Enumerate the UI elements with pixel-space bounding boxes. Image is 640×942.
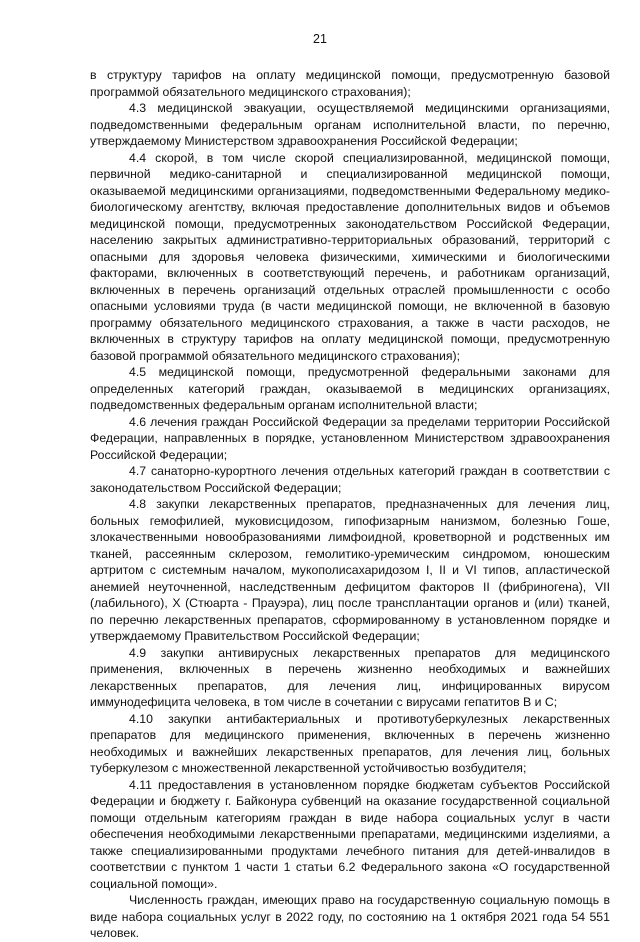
page-number: 21 <box>313 32 327 46</box>
paragraph-4-4: 4.4 скорой, в том числе скорой специализированной, медицинской помощи, первичной медико-санитарной и специализированной медицинской помощи, оказываемой медицинскими организациями, подведомственными Федеральному медико-биологическому агентству, включая предоставление дополнительных видов и объемов медицинской помощи, предусмотренных законодательством Российской Федерации, населению закрытых административно-территориальных образований, территорий с опасными для здоровья человека физическими, химическими и биологическими факторами, включенных в соответствующий перечень, и работникам организаций, включенных в перечень организаций отдельных отраслей промышленности с особо опасными условиями труда (в части медицинской помощи, не включенной в базовую программу обязательного медицинского страхования, а также в части расходов, не включенных в структуру тарифов на оплату медицинской помощи, предусмотренную базовой программой обязательного медицинского страхования); <box>90 150 610 363</box>
paragraph-4-10: 4.10 закупки антибактериальных и противотуберкулезных лекарственных препаратов для медицинского применения, включенных в перечень жизненно необходимых и важнейших лекарственных препаратов, для лечения лиц, больных туберкулезом с множественной лекарственной устойчивостью возбудителя; <box>90 711 610 775</box>
document-body <box>90 67 610 942</box>
paragraph-4-8: 4.8 закупки лекарственных препаратов, предназначенных для лечения лиц, больных гемофилией, муковисцидозом, гипофизарным нанизмом, болезнью Гоше, злокачественными новообразованиями лимфоидной, кроветворной и родственных им тканей, рассеянным склерозом, гемолитико-уремическим синдромом, юношеским артритом с системным началом, мукополисахаридозом I, II и VI типов, апластической анемией неуточненной, наследственным дефицитом факторов II (фибриногена), VII (лабильного), X (Стюарта - Прауэра), лиц после трансплантации органов и (или) тканей, по перечню лекарственных препаратов, сформированному в установленном порядке и утверждаемому Правительством Российской Федерации; <box>90 497 610 643</box>
paragraph-4-9: 4.9 закупки антивирусных лекарственных препаратов для медицинского применения, включенных в перечень жизненно необходимых и важнейших лекарственных препаратов, для лечения лиц, инфицированных вирусом иммунодефицита человека, в том числе в сочетании с вирусами гепатитов B и C; <box>90 645 610 709</box>
paragraph-4-7: 4.7 санаторно-курортного лечения отдельных категорий граждан в соответствии с законодательством Российской Федерации; <box>90 464 610 495</box>
paragraph-4-3: 4.3 медицинской эвакуации, осуществляемой медицинскими организациями, подведомственными федеральным органам исполнительной власти, по перечню, утверждаемому Министерством здравоохранения Российской Федерации; <box>90 101 610 148</box>
paragraph-4-5: 4.5 медицинской помощи, предусмотренной федеральными законами для определенных категорий граждан, оказываемой в медицинских организациях, подведомственных федеральным органам исполнительной власти; <box>90 365 610 412</box>
paragraph-continuation: в структуру тарифов на оплату медицинской помощи, предусмотренную базовой программой обязательного медицинского страхования); <box>90 68 610 99</box>
paragraph-4-6: 4.6 лечения граждан Российской Федерации за пределами территории Российской Федерации, направленных в порядке, установленном Министерством здравоохранения Российской Федерации; <box>90 414 610 462</box>
paragraph-4-11: 4.11 предоставления в установленном порядке бюджетам субъектов Российской Федерации и бюджету г. Байконура субвенций на оказание государственной социальной помощи отдельным категориям граждан в виде набора социальных услуг в части обеспечения необходимыми лекарственными препаратами, медицинскими изделиями, а также специализированными продуктами лечебного питания для детей-инвалидов в соответствии с пунктом 1 части 1 статьи 6.2 Федерального закона «О государственной социальной помощи». <box>90 777 610 891</box>
paragraph-population-count: Численность граждан, имеющих право на государственную социальную помощь в виде набора социальных услуг в 2022 году, по состоянию на 1 октября 2021 года 54 551 человек. <box>90 893 610 940</box>
